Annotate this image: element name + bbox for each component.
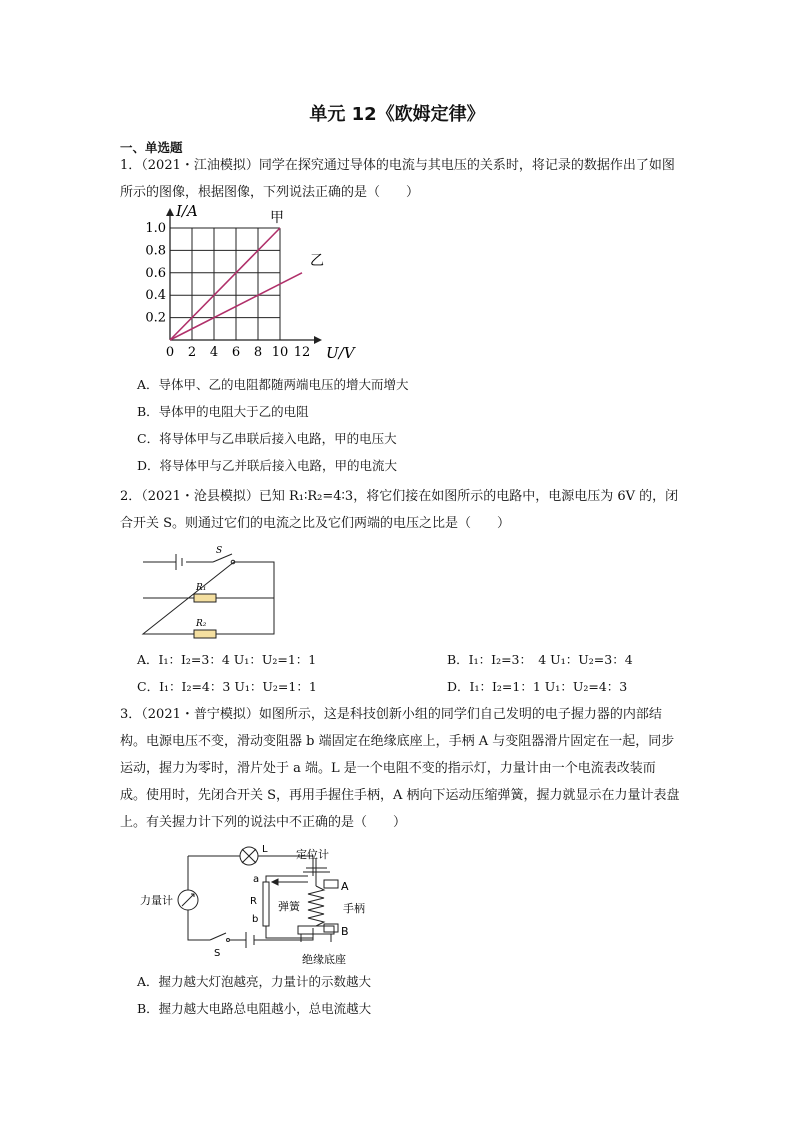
x-tick-label: 6	[231, 345, 241, 360]
spring-icon	[308, 886, 324, 926]
switch-icon	[210, 933, 226, 940]
q1-option-c[interactable]: C．将导体甲与乙串联后接入电路，甲的电压大	[137, 431, 397, 446]
spring-label: 弹簧	[278, 900, 300, 913]
resistor-r2-icon	[194, 630, 216, 638]
q1-option-a[interactable]: A．导体甲、乙的电阻都随两端电压的增大而增大	[137, 377, 409, 392]
page-title: 单元 12《欧姆定律》	[309, 104, 485, 125]
rheostat-label: R	[250, 896, 257, 907]
chart-grid	[166, 208, 322, 344]
q3-option-b[interactable]: B．握力越大电路总电阻越小，总电流越大	[137, 1001, 372, 1016]
x-axis-arrow	[314, 336, 322, 344]
chart-labels	[145, 202, 356, 362]
y-axis-label: I/A	[176, 202, 198, 220]
x-tick-label: 0	[165, 345, 175, 360]
switch-label: S	[214, 948, 221, 959]
switch-label: S	[216, 546, 223, 556]
handle-label: 手柄	[343, 902, 365, 915]
y-tick-label: 0.4	[145, 288, 166, 304]
x-tick-label: 10	[271, 345, 289, 360]
positioner-label: 定位计	[296, 848, 329, 861]
series-line-1	[170, 228, 280, 340]
section-title: 一、单选题	[120, 140, 183, 155]
question-2-stem: 2．（2021・沧县模拟）已知 R₁∶R₂=4∶3，将它们接在如图所示的电路中，电源电压为 6V 的，闭合开关 S。则通过它们的电流之比及它们两端的电压之比是（ ）	[120, 489, 679, 531]
iv-chart	[145, 202, 370, 365]
battery-icon	[246, 932, 254, 948]
grip-meter-diagram	[138, 838, 378, 968]
y-tick-label: 0.2	[145, 310, 166, 326]
lamp-label: L	[262, 844, 268, 855]
x-tick-label: 2	[187, 345, 197, 360]
x-tick-label: 4	[209, 345, 219, 360]
y-tick-label: 0.6	[145, 265, 166, 281]
x-axis-label: U/V	[326, 344, 355, 362]
resistor-r1-icon	[194, 594, 216, 602]
q3-option-a[interactable]: A．握力越大灯泡越亮，力量计的示数越大	[137, 974, 372, 989]
series-label-1: 甲	[270, 210, 284, 226]
y-tick-label: 0.8	[145, 243, 166, 259]
question-3-stem: 3．（2021・普宁模拟）如图所示，这是科技创新小组的同学们自己发明的电子握力器的内部结构。电源电压不变，滑动变阻器 b 端固定在绝缘底座上，手柄 A 与变阻器滑片固定在一起，同步运动，握力为零时，滑片处于 a 端。L 是一个电阻不变的指示灯，力量计由一个电流表改装而成。使用时，先闭合开关 S，再用手握住手柄，A 柄向下运动压缩弹簧，握力就显示在力量计表盘上。有关握力计下列的说法中不正确的是（ ）	[120, 707, 680, 830]
r1-label: R₁	[196, 583, 207, 593]
battery-icon	[176, 554, 182, 570]
question-1-stem: 1．（2021・江油模拟）同学在探究通过导体的电流与其电压的关系时，将记录的数据作出了如图所示的图像，根据图像，下列说法正确的是（ ）	[120, 158, 675, 200]
q1-option-d[interactable]: D．将导体甲与乙并联后接入电路，甲的电流大	[137, 458, 398, 473]
y-tick-label: 1.0	[145, 221, 166, 236]
meter-label: 力量计	[140, 894, 173, 907]
series-label-2: 乙	[310, 252, 324, 269]
x-tick-label: 12	[293, 345, 311, 360]
rheostat-icon	[263, 882, 269, 926]
end-b-label: b	[252, 914, 259, 925]
x-tick-label: 8	[253, 345, 263, 360]
q2-option-d[interactable]: D．I₁：I₂=1：1 U₁：U₂=4：3	[447, 679, 628, 694]
q2-option-b[interactable]: B．I₁：I₂=3： 4 U₁：U₂=3：4	[447, 652, 633, 667]
base-label: 绝缘底座	[302, 953, 346, 966]
q1-option-b[interactable]: B．导体甲的电阻大于乙的电阻	[137, 404, 309, 419]
handle-b-label: B	[341, 925, 349, 938]
y-axis-arrow	[166, 208, 174, 216]
handle-a-label: A	[341, 880, 349, 893]
q2-option-a[interactable]: A．I₁：I₂=3：4 U₁：U₂=1：1	[137, 652, 317, 667]
q2-option-c[interactable]: C．I₁：I₂=4：3 U₁：U₂=1：1	[137, 679, 317, 694]
circuit-diagram-q2	[138, 544, 288, 644]
end-a-label: a	[253, 874, 260, 885]
r2-label: R₂	[196, 619, 207, 629]
